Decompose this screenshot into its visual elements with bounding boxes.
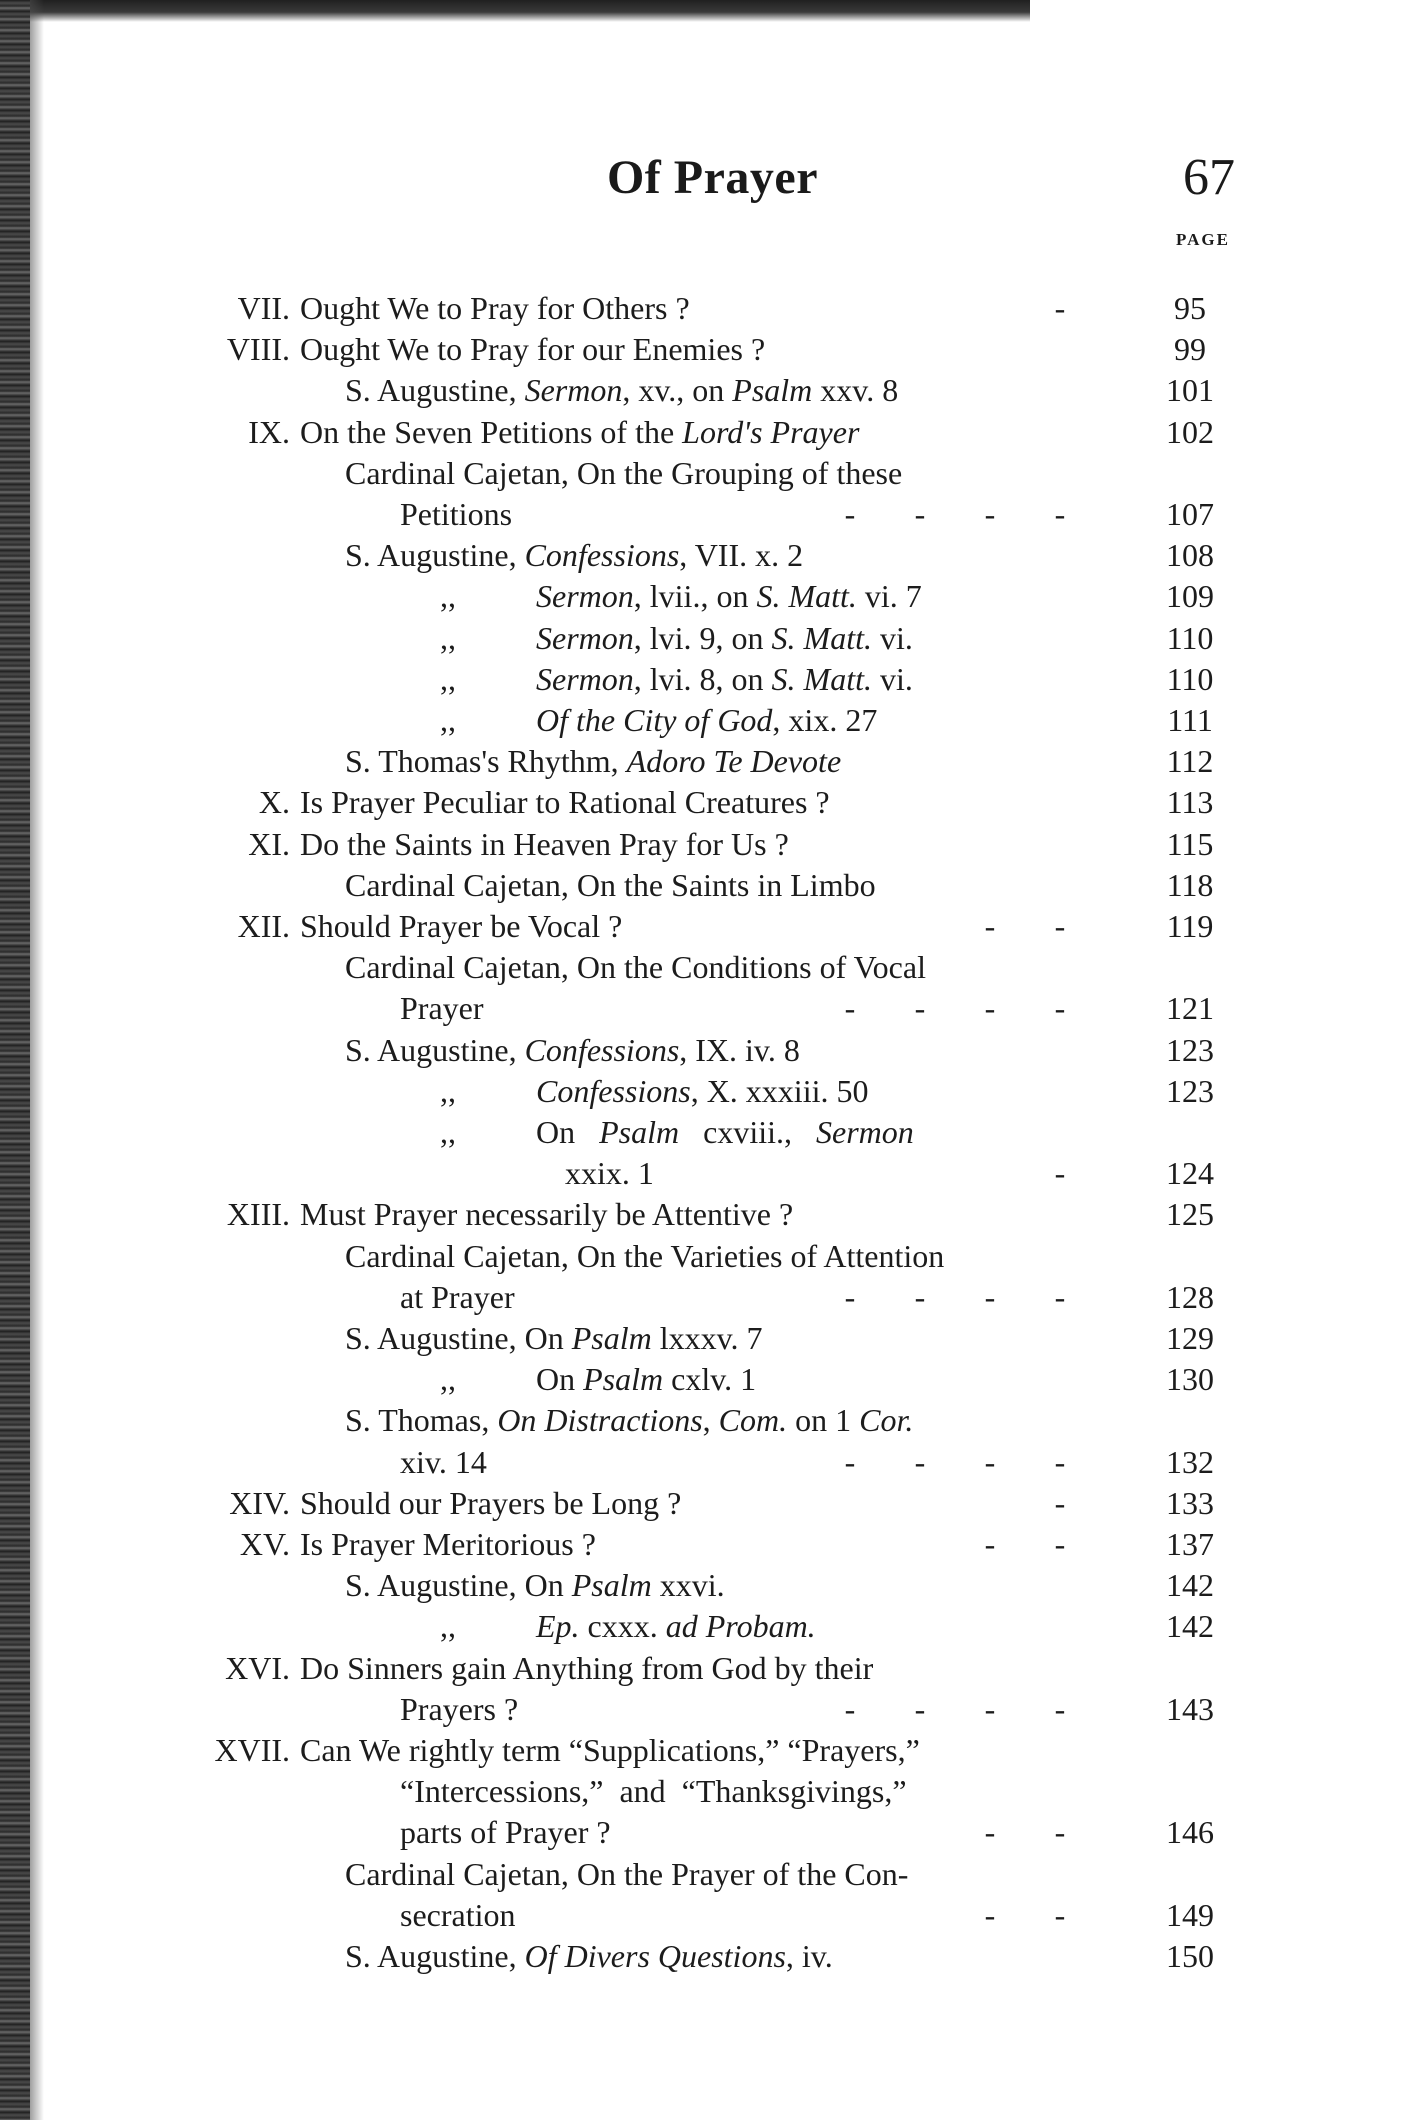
toc-entry <box>0 1565 1425 1605</box>
entry-title: Cardinal Cajetan, On the Varieties of Attention <box>345 1237 945 1274</box>
toc-entry <box>0 1318 1425 1358</box>
entry-page-number: 128 <box>1166 1278 1214 1315</box>
leader-dash: - <box>984 1690 996 1727</box>
entry-page-number: 111 <box>1167 702 1213 738</box>
leader-dash: - <box>984 1526 996 1562</box>
leader-dash: - <box>1054 496 1066 532</box>
entry-title: Is Prayer Peculiar to Rational Creatures ? <box>300 784 830 821</box>
leader-dash: - <box>844 1690 856 1727</box>
entry-page-number: 109 <box>1166 578 1214 615</box>
entry-title: Petitions <box>400 496 513 532</box>
entry-page-number: 112 <box>1166 743 1214 780</box>
chapter-number: XV. <box>239 1526 290 1562</box>
entry-page-number: 123 <box>1166 1031 1214 1068</box>
entry-page-number: 130 <box>1166 1361 1214 1398</box>
entry-title: Can We rightly term “Supplications,” “Prayers,” <box>300 1732 920 1768</box>
chapter-number: XVI. <box>225 1649 290 1686</box>
entry-page-number: 118 <box>1166 866 1214 903</box>
leader-dash: - <box>1054 290 1066 326</box>
leader-dash: - <box>984 1896 996 1933</box>
leader-dash: - <box>1054 1278 1066 1315</box>
entry-title: ,, Ep. cxxx. ad Probam. <box>440 1608 816 1645</box>
toc-entry <box>0 700 1425 740</box>
entry-page-number: 113 <box>1166 784 1214 821</box>
entry-title: Is Prayer Meritorious ? <box>300 1526 596 1562</box>
entry-page-number: 95 <box>1174 290 1206 326</box>
entry-title: xiv. 14 <box>400 1443 487 1480</box>
leader-dash: - <box>984 908 996 944</box>
toc-entry <box>0 1400 1425 1440</box>
leader-dash: - <box>914 1278 926 1315</box>
entry-title: Must Prayer necessarily be Attentive ? <box>300 1196 794 1233</box>
leader-dash: - <box>844 1443 856 1480</box>
entry-title: Cardinal Cajetan, On the Saints in Limbo <box>345 866 876 903</box>
entry-title: xxix. 1 <box>565 1155 654 1192</box>
entry-title: ,, On Psalm cxlv. 1 <box>440 1361 757 1398</box>
entry-title: “Intercessions,” and “Thanksgivings,” <box>400 1773 907 1810</box>
entry-page-number: 107 <box>1166 496 1214 532</box>
entry-title: S. Augustine, Confessions, VII. x. 2 <box>345 537 804 574</box>
page-column-label: PAGE <box>1176 230 1230 249</box>
entry-page-number: 99 <box>1174 331 1206 368</box>
chapter-number: XI. <box>248 825 290 862</box>
entry-page-number: 143 <box>1166 1690 1214 1727</box>
leader-dash: - <box>984 1278 996 1315</box>
leader-dash: - <box>984 1443 996 1480</box>
entry-title: ,, Sermon, lvi. 9, on S. Matt. vi. <box>440 619 913 656</box>
toc-entry <box>0 453 1425 493</box>
toc-entry <box>0 1030 1425 1070</box>
leader-dash: - <box>1054 908 1066 944</box>
entry-page-number: 150 <box>1166 1938 1214 1974</box>
toc-entry <box>0 1689 1425 1729</box>
entry-title: Prayer <box>400 990 484 1027</box>
toc-entry <box>0 824 1425 864</box>
leader-dash: - <box>1054 1814 1066 1851</box>
entry-page-number: 123 <box>1166 1072 1214 1109</box>
entry-title: Do the Saints in Heaven Pray for Us ? <box>300 825 789 862</box>
leader-dash: - <box>844 990 856 1027</box>
toc-entry <box>0 1112 1425 1152</box>
entry-page-number: 137 <box>1166 1526 1214 1562</box>
leader-dash: - <box>984 496 996 532</box>
entry-page-number: 133 <box>1166 1484 1214 1521</box>
chapter-number: XII. <box>237 908 290 944</box>
entry-title: On the Seven Petitions of the Lord's Prayer <box>300 413 860 450</box>
leader-dash: - <box>914 1690 926 1727</box>
entry-page-number: 110 <box>1166 660 1214 697</box>
leader-dash: - <box>984 990 996 1027</box>
toc-entry <box>0 741 1425 781</box>
toc-entry <box>0 1854 1425 1894</box>
toc-entry <box>0 1236 1425 1276</box>
chapter-number: VIII. <box>226 331 290 368</box>
entry-title: Should our Prayers be Long ? <box>300 1484 682 1521</box>
entry-title: parts of Prayer ? <box>400 1814 611 1851</box>
entry-page-number: 124 <box>1166 1155 1214 1192</box>
toc-entry <box>0 782 1425 822</box>
toc-entry <box>0 1277 1425 1317</box>
entry-title: Cardinal Cajetan, On the Conditions of Vocal <box>345 949 926 986</box>
leader-dash: - <box>1054 1443 1066 1480</box>
toc-entry <box>0 576 1425 616</box>
toc-entry <box>0 535 1425 575</box>
toc-entry <box>0 1483 1425 1523</box>
leader-dash: - <box>1054 1690 1066 1727</box>
leader-dash: - <box>914 496 926 532</box>
entry-title: Ought We to Pray for our Enemies ? <box>300 331 766 368</box>
entry-title: S. Augustine, Of Divers Questions, iv. <box>345 1938 833 1974</box>
entry-title: ,, On Psalm cxviii., Sermon <box>440 1114 914 1150</box>
entry-title: Ought We to Pray for Others ? <box>300 290 690 326</box>
entry-page-number: 119 <box>1166 908 1214 944</box>
entry-page-number: 146 <box>1166 1814 1214 1851</box>
toc-entry <box>0 1936 1425 1976</box>
toc-entry <box>0 988 1425 1028</box>
toc-entry <box>0 1524 1425 1564</box>
entry-title: Prayers ? <box>400 1690 519 1727</box>
toc-entry <box>0 370 1425 410</box>
entry-title: S. Thomas, On Distractions, Com. on 1 Cor. <box>345 1402 914 1439</box>
leader-dash: - <box>914 1443 926 1480</box>
toc-entry <box>0 947 1425 987</box>
entry-page-number: 121 <box>1166 990 1214 1027</box>
entry-title: S. Augustine, Confessions, IX. iv. 8 <box>345 1031 800 1068</box>
leader-dash: - <box>844 1278 856 1315</box>
toc-entry <box>0 1648 1425 1688</box>
leader-dash: - <box>1054 1484 1066 1521</box>
entry-title: at Prayer <box>400 1278 515 1315</box>
toc-entry <box>0 1771 1425 1811</box>
entry-title: ,, Of the City of God, xix. 27 <box>440 702 878 738</box>
toc-entry <box>0 1153 1425 1193</box>
toc-entry <box>0 494 1425 534</box>
leader-dash: - <box>1054 1896 1066 1933</box>
chapter-number: XIV. <box>229 1484 290 1521</box>
running-head-title: Of Prayer <box>606 151 819 204</box>
chapter-number: IX. <box>248 413 290 450</box>
entry-page-number: 101 <box>1166 372 1214 409</box>
entry-title: S. Augustine, Sermon, xv., on Psalm xxv. 8 <box>345 372 899 409</box>
toc-entry <box>0 1730 1425 1770</box>
entry-page-number: 115 <box>1166 825 1214 862</box>
entry-title: ,, Sermon, lvi. 8, on S. Matt. vi. <box>440 660 913 697</box>
toc-entry <box>0 1895 1425 1935</box>
entry-title: S. Augustine, On Psalm lxxxv. 7 <box>345 1320 763 1356</box>
entry-page-number: 142 <box>1166 1567 1214 1604</box>
entry-title: S. Augustine, On Psalm xxvi. <box>345 1567 725 1604</box>
entry-title: ,, Sermon, lvii., on S. Matt. vi. 7 <box>440 578 922 615</box>
chapter-number: VII. <box>237 290 290 326</box>
leader-dash: - <box>844 496 856 532</box>
entry-page-number: 102 <box>1166 413 1214 450</box>
toc-entry <box>0 906 1425 946</box>
entry-title: secration <box>400 1896 516 1933</box>
toc-entry <box>0 1194 1425 1234</box>
toc-entry <box>0 1606 1425 1646</box>
entry-title: S. Thomas's Rhythm, Adoro Te Devote <box>345 743 842 780</box>
entry-title: ,, Confessions, X. xxxiii. 50 <box>440 1072 869 1109</box>
entry-title: Should Prayer be Vocal ? <box>300 908 623 944</box>
entry-page-number: 125 <box>1166 1196 1214 1233</box>
toc-entry <box>0 1071 1425 1111</box>
leader-dash: - <box>1054 1526 1066 1562</box>
toc-entry <box>0 288 1425 328</box>
toc-entry <box>0 1812 1425 1852</box>
entry-page-number: 142 <box>1166 1608 1214 1645</box>
chapter-number: XIII. <box>226 1196 290 1233</box>
leader-dash: - <box>984 1814 996 1851</box>
toc-entry <box>0 659 1425 699</box>
toc-entry <box>0 865 1425 905</box>
leader-dash: - <box>1054 990 1066 1027</box>
entry-page-number: 108 <box>1166 537 1214 574</box>
chapter-number: X. <box>258 784 290 821</box>
entry-title: Do Sinners gain Anything from God by their <box>300 1649 874 1686</box>
chapter-number: XVII. <box>214 1732 290 1768</box>
toc-entry <box>0 329 1425 369</box>
toc-entry <box>0 618 1425 658</box>
toc-entry <box>0 1359 1425 1399</box>
toc-entry <box>0 412 1425 452</box>
entry-page-number: 129 <box>1166 1320 1214 1356</box>
leader-dash: - <box>1054 1155 1066 1192</box>
entry-page-number: 149 <box>1166 1896 1214 1933</box>
page-number: 67 <box>1183 149 1235 206</box>
entry-title: Cardinal Cajetan, On the Grouping of these <box>345 454 903 491</box>
entry-page-number: 110 <box>1166 619 1214 656</box>
leader-dash: - <box>914 990 926 1027</box>
entry-page-number: 132 <box>1166 1443 1214 1480</box>
entry-title: Cardinal Cajetan, On the Prayer of the Con- <box>345 1855 909 1892</box>
toc-entry <box>0 1442 1425 1482</box>
